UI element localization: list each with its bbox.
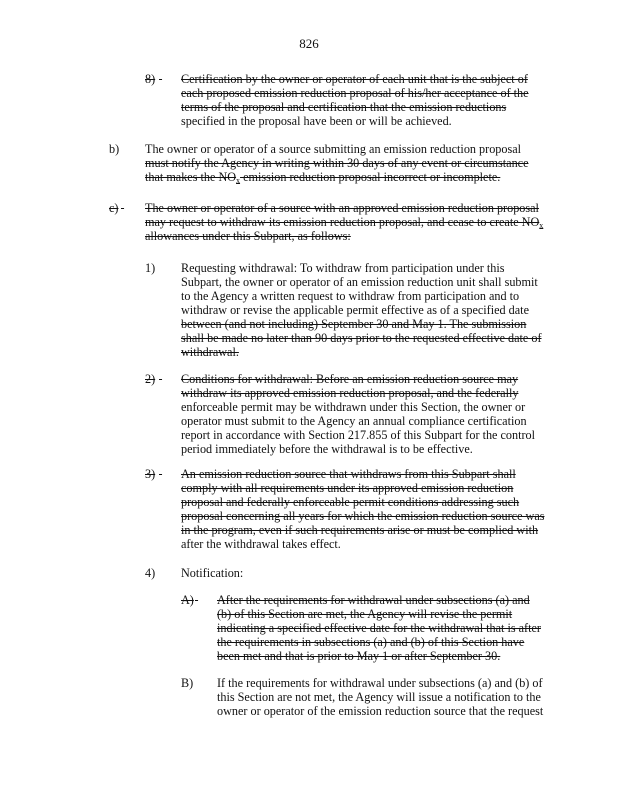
text-line: Notification: [181,566,244,580]
text-line-struck: allowances under this Subpart, as follows: [145,229,351,243]
text-line-struck: Conditions for withdrawal: Before an emission reduction source may [181,372,519,386]
text-line-struck: between (and not including) September 30 and May 1. The submission [181,317,527,331]
text-line-struck: terms of the proposal and certification that the emission reductions [181,100,507,114]
text-line-struck: An emission reduction source that withdraws from this Subpart shall [181,467,516,481]
item-4-label: 4) [145,566,156,580]
text-line-struck: been met and that is prior to May 1 or after September 30. [217,649,501,663]
text-line: to the Agency a written request to withdraw from participation and to [181,289,520,303]
strike-tab [121,201,145,215]
text-line-struck: must notify the Agency in writing within 30 days of any event or circumstance [145,156,529,170]
strike-tab [159,372,181,386]
text-line: Requesting withdrawal: To withdraw from participation under this [181,261,505,275]
text-line-struck: proposal concerning all years for which the emission reduction source was [181,509,545,523]
item-A-label: A) [181,593,194,607]
text-line: The owner or operator of a source submitting an emission reduction proposal [145,142,522,156]
text-line: enforceable permit may be withdrawn under this Section, the owner or [181,400,526,414]
text-line-struck [145,170,528,184]
text-line-struck: Certification by the owner or operator of each unit that is the subject of [181,72,528,86]
text-line: If the requirements for withdrawal under subsections (a) and (b) of [217,676,543,690]
text-line: withdraw or revise the applicable permit effective as of a specified date [181,303,529,317]
text-line: specified in the proposal have been or will be achieved. [181,114,452,128]
text-line-struck: After the requirements for withdrawal under subsections (a) and [217,593,530,607]
text-line-struck: proposal and federally enforceable permit conditions addressing such [181,495,520,509]
text-line-struck: indicating a specified effective date for the withdrawal that is after [217,621,541,635]
item-2-label: 2) [145,372,156,386]
item-c-label: c) [109,201,119,215]
subscript-x: x [236,176,241,185]
page-number: 826 [299,36,319,51]
item-b-label: b) [109,142,120,156]
text-line: report in accordance with Section 217.855 of this Subpart for the control [181,428,536,442]
text-line-struck: (b) of this Section are met, the Agency will revise the permit [217,607,513,621]
text-line: owner or operator of the emission reduction source that the request [217,704,544,718]
nox-suffix: emission reduction proposal incorrect or incomplete. [240,170,501,184]
strike-tab [195,593,217,607]
text-line-struck: each proposed emission reduction proposal of his/her acceptance of the [181,86,529,100]
text-line: Subpart, the owner or operator of an emission reduction unit shall submit [181,275,538,289]
text-line-struck: in the program, even if such requirements arise or must be complied with [181,523,539,537]
text-line: period immediately before the withdrawal is to be effective. [181,442,473,456]
item-8-label: 8) [145,72,156,86]
text-line-struck: The owner or operator of a source with an approved emission reduction proposal [145,201,539,215]
item-1-label: 1) [145,261,156,275]
text-line-struck: the requirements in subsections (a) and (b) of this Section have [217,635,525,649]
item-3-label: 3) [145,467,156,481]
text-line-struck: withdrawal. [181,345,239,359]
strike-tab [159,467,181,481]
text-line-struck: withdraw its approved emission reduction proposal, and the federally [181,386,519,400]
text-line: this Section are not met, the Agency will issue a notification to the [217,690,541,704]
text-line-struck: shall be made no later than 90 days prior to the requested effective date of [181,331,542,345]
strike-tab [159,72,181,86]
item-B-label: B) [181,676,194,690]
text-line: operator must submit to the Agency an annual compliance certification [181,414,527,428]
subscript-x: x [539,221,544,230]
nox-prefix: that makes the NO [145,170,237,184]
nox-prefix: may request to withdraw its emission reduction proposal, and cease to create NO [145,215,540,229]
text-line-struck [145,215,543,229]
text-line-struck: comply with all requirements under its approved emission reduction [181,481,514,495]
text-line: after the withdrawal takes effect. [181,537,341,551]
